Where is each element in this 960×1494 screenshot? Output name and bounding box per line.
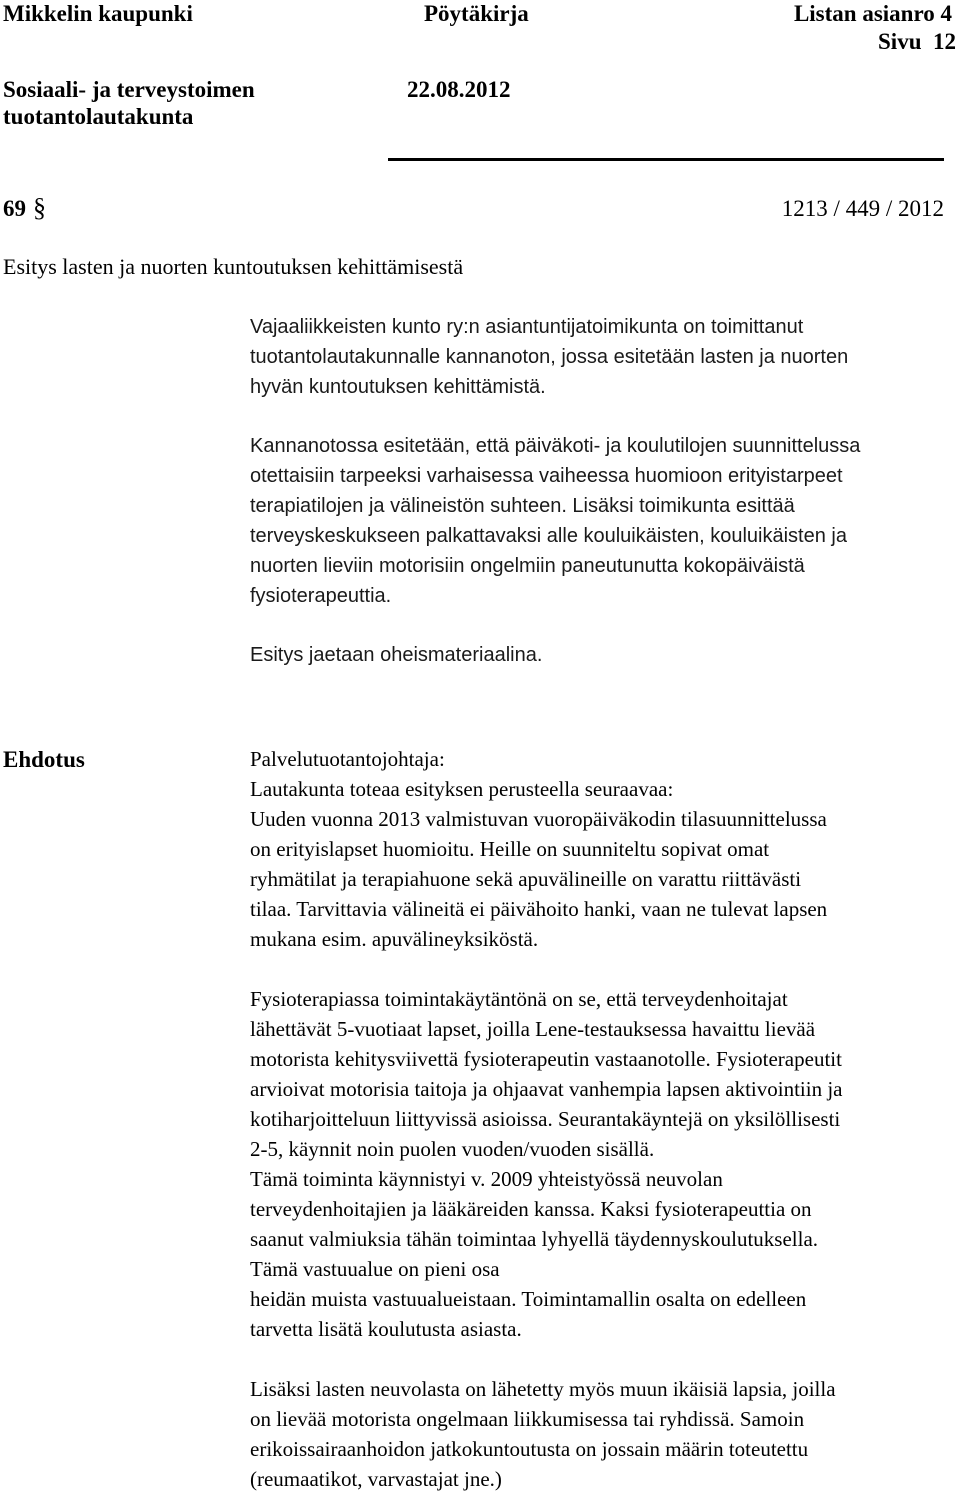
proposal-label: Ehdotus (3, 747, 85, 772)
text-line: kotiharjoitteluun liittyvissä asioissa. Seurantakäyntejä on yksilöllisesti (250, 1107, 841, 1131)
page-number: Sivu 12 (878, 29, 956, 54)
text-line: on erityislapset huomioitu. Heille on suunniteltu sopivat omat (250, 837, 770, 861)
text-line: terveyskeskukseen palkattavaksi alle kouluikäisten, kouluikäisten ja (250, 525, 847, 547)
text-line: on lievää motorista ongelmaan liikkumisessa tai ryhdissä. Samoin (250, 1407, 805, 1431)
meeting-date: 22.08.2012 (407, 77, 511, 102)
text-line: Tämä toiminta käynnistyi v. 2009 yhteistyössä neuvolan (250, 1167, 723, 1191)
text-line: erikoissairaanhoidon jatkokuntoutusta on jossain määrin toteutettu (250, 1437, 809, 1461)
text-line: Kannanotossa esitetään, että päiväkoti- ja koulutilojen suunnittelussa (250, 435, 861, 457)
text-line: terveydenhoitajien ja lääkäreiden kanssa. Kaksi fysioterapeuttia on (250, 1197, 812, 1221)
text-line: tilaa. Tarvittavia välineitä ei päivähoito hanki, vaan ne tulevat lapsen (250, 897, 828, 921)
text-line: Lisäksi lasten neuvolasta on lähetetty myös muun ikäisiä lapsia, joilla (250, 1377, 836, 1401)
intro-paragraph-1 (250, 312, 956, 402)
board-name-line2: tuotantolautakunta (3, 104, 194, 129)
proposal-paragraph-2 (250, 984, 956, 1344)
text-line: terapiatilojen ja välineistön suhteen. Lisäksi toimikunta esittää (250, 495, 795, 517)
proposal-paragraph-1 (250, 744, 956, 954)
text-line: motorista kehitysviivettä fysioterapeutin vastaanotolle. Fysioterapeutit (250, 1047, 842, 1071)
text-line: nuorten lieviin motorisiin ongelmiin paneutunutta kokopäiväistä (250, 555, 805, 577)
section-number: 69 (3, 196, 26, 221)
text-line: heidän muista vastuualueistaan. Toimintamallin osalta on edelleen (250, 1287, 807, 1311)
section-symbol: § (33, 193, 46, 222)
text-line: Lautakunta toteaa esityksen perusteella seuraavaa: (250, 777, 674, 801)
intro-paragraph-3 (250, 640, 956, 670)
text-line: tarvetta lisätä koulutusta asiasta. (250, 1317, 522, 1341)
text-line: lähettävät 5-vuotiaat lapset, joilla Lene-testauksessa havaittu lievää (250, 1017, 816, 1041)
text-line: Uuden vuonna 2013 valmistuvan vuoropäiväkodin tilasuunnittelussa (250, 807, 827, 831)
case-reference: 1213 / 449 / 2012 (781, 196, 944, 221)
text-line: fysioterapeuttia. (250, 585, 392, 607)
document-type: Pöytäkirja (424, 1, 529, 26)
text-line: hyvän kuntoutuksen kehittämistä. (250, 376, 546, 398)
text-line: (reumaatikot, varvastajat jne.) (250, 1467, 502, 1491)
text-line: Esitys jaetaan oheismateriaalina. (250, 644, 543, 666)
header-divider (388, 158, 944, 161)
section-title: Esitys lasten ja nuorten kuntoutuksen kehittämisestä (3, 254, 464, 279)
text-line: Vajaaliikkeisten kunto ry:n asiantuntijatoimikunta on toimittanut (250, 316, 804, 338)
board-name-line1: Sosiaali- ja terveystoimen (3, 77, 255, 102)
list-item-number: Listan asianro 4 (793, 1, 952, 26)
text-line: saanut valmiuksia tähän toimintaa lyhyellä täydennyskoulutuksella. (250, 1227, 819, 1251)
text-line: tuotantolautakunnalle kannanoton, jossa esitetään lasten ja nuorten (250, 346, 849, 368)
text-line: mukana esim. apuvälineyksiköstä. (250, 927, 539, 951)
city-name: Mikkelin kaupunki (3, 1, 193, 26)
text-line: Palvelutuotantojohtaja: (250, 747, 445, 771)
text-line: Fysioterapiassa toimintakäytäntönä on se, että terveydenhoitajat (250, 987, 788, 1011)
text-line: Tämä vastuualue on pieni osa (250, 1257, 500, 1281)
text-line: otettaisiin tarpeeksi varhaisessa vaiheessa huomioon erityistarpeet (250, 465, 843, 487)
text-line: arvioivat motorisia taitoja ja ohjaavat vanhempia lapsen aktivointiin ja (250, 1077, 843, 1101)
proposal-paragraph-3 (250, 1374, 956, 1494)
intro-paragraph-2 (250, 431, 956, 611)
text-line: ryhmätilat ja terapiahuone sekä apuvälineille on varattu riittävästi (250, 867, 802, 891)
text-line: 2-5, käynnit noin puolen vuoden/vuoden sisällä. (250, 1137, 655, 1161)
